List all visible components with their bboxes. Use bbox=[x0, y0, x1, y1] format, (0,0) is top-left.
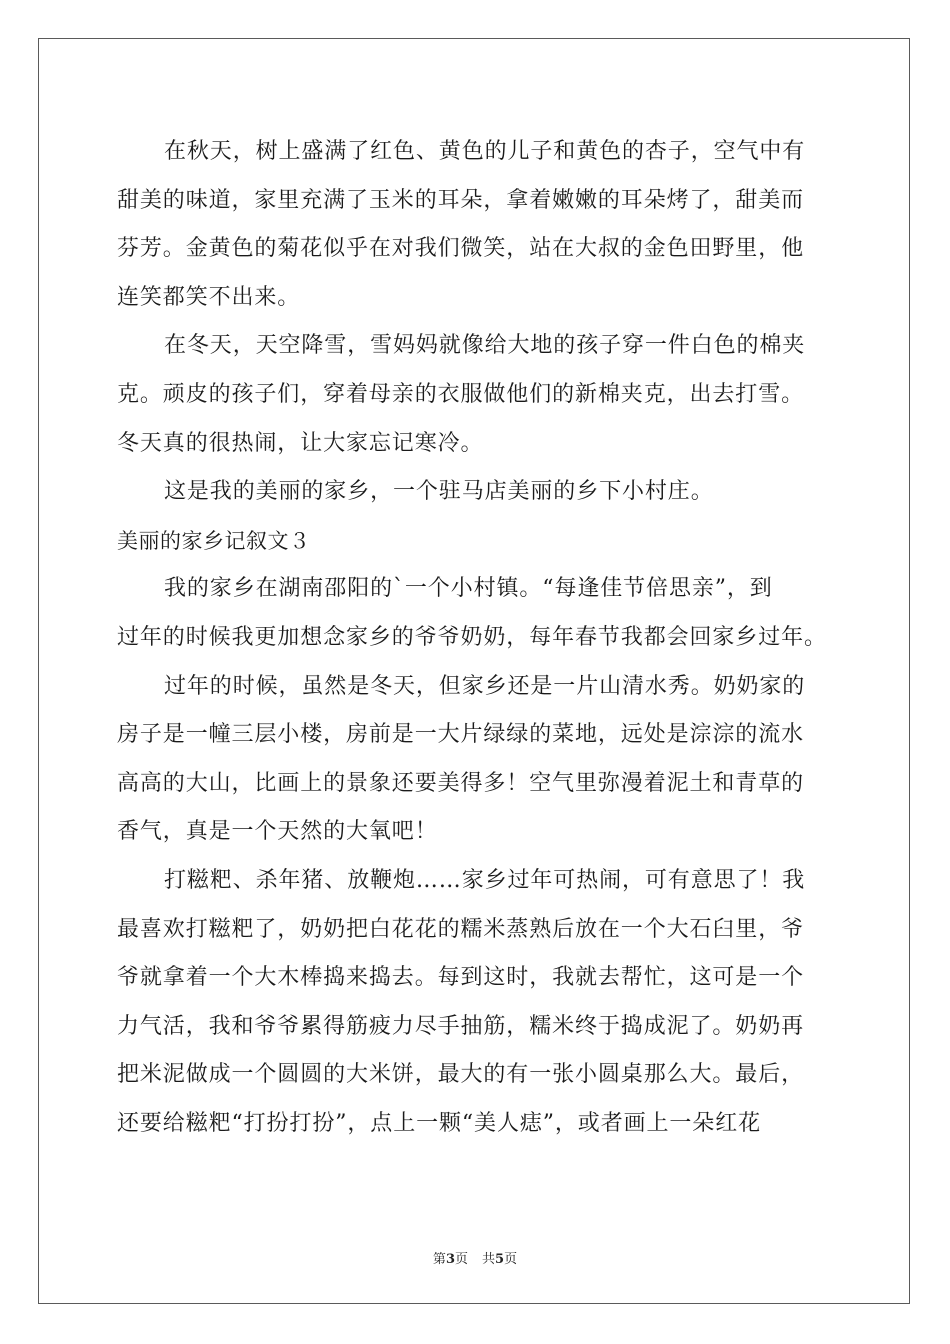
text-line: 甜美的味道，家里充满了玉米的耳朵，拿着嫩嫩的耳朵烤了，甜美而 bbox=[117, 187, 805, 213]
text-line: 高高的大山，比画上的景象还要美得多！空气里弥漫着泥土和青草的 bbox=[117, 770, 805, 796]
text-line: 在冬天，天空降雪，雪妈妈就像给大地的孩子穿一件白色的棉夹 bbox=[164, 333, 806, 359]
text-line: 克。顽皮的孩子们，穿着母亲的衣服做他们的新棉夹克，出去打雪。 bbox=[117, 381, 805, 407]
footer-page-current: 3 bbox=[445, 1252, 455, 1267]
text-line: 这是我的美丽的家乡，一个驻马店美丽的乡下小村庄。 bbox=[164, 479, 714, 505]
footer-page-prefix: 第 bbox=[432, 1252, 446, 1267]
footer-total-prefix: 共 bbox=[482, 1252, 496, 1267]
text-line: 我的家乡在湖南邵阳的`一个小村镇。“每逢佳节倍思亲”，到 bbox=[164, 576, 773, 602]
text-line: 爷就拿着一个大木棒捣来捣去。每到这时，我就去帮忙，这可是一个 bbox=[117, 965, 805, 991]
text-line: 房子是一幢三层小楼，房前是一大片绿绿的菜地，远处是淙淙的流水 bbox=[117, 722, 805, 748]
text-line: 过年的时候，虽然是冬天，但家乡还是一片山清水秀。奶奶家的 bbox=[164, 673, 806, 699]
section-heading: 美丽的家乡记叙文３ bbox=[117, 528, 311, 553]
text-line: 连笑都笑不出来。 bbox=[117, 284, 301, 310]
page-footer bbox=[0, 1248, 950, 1267]
text-line: 在秋天，树上盛满了红色、黄色的儿子和黄色的杏子，空气中有 bbox=[164, 139, 806, 164]
text-line: 过年的时候我更加想念家乡的爷爷奶奶，每年春节我都会回家乡过年。 bbox=[117, 624, 827, 650]
text-line: 香气，真是一个天然的大氧吧！ bbox=[117, 819, 438, 845]
text-line: 力气活，我和爷爷累得筋疲力尽手抽筋，糯米终于捣成泥了。奶奶再 bbox=[117, 1013, 805, 1039]
text-line: 最喜欢打糍粑了，奶奶把白花花的糯米蒸熟后放在一个大石臼里，爷 bbox=[117, 916, 805, 942]
footer-page-suffix: 页 bbox=[454, 1252, 468, 1267]
text-line: 芬芳。金黄色的菊花似乎在对我们微笑，站在大叔的金色田野里，他 bbox=[117, 236, 805, 262]
footer-total-suffix: 页 bbox=[504, 1252, 518, 1267]
footer-page-total: 5 bbox=[495, 1252, 505, 1267]
text-line: 冬天真的很热闹，让大家忘记寒冷。 bbox=[117, 430, 484, 456]
document-body bbox=[117, 128, 842, 1148]
text-line: 打糍粑、杀年猪、放鞭炮……家乡过年可热闹，可有意思了！我 bbox=[164, 867, 806, 893]
text-line: 还要给糍粑“打扮打扮”，点上一颗“美人痣”，或者画上一朵红花 bbox=[117, 1110, 761, 1136]
text-line: 把米泥做成一个圆圆的大米饼，最大的有一张小圆桌那么大。最后， bbox=[117, 1062, 805, 1088]
